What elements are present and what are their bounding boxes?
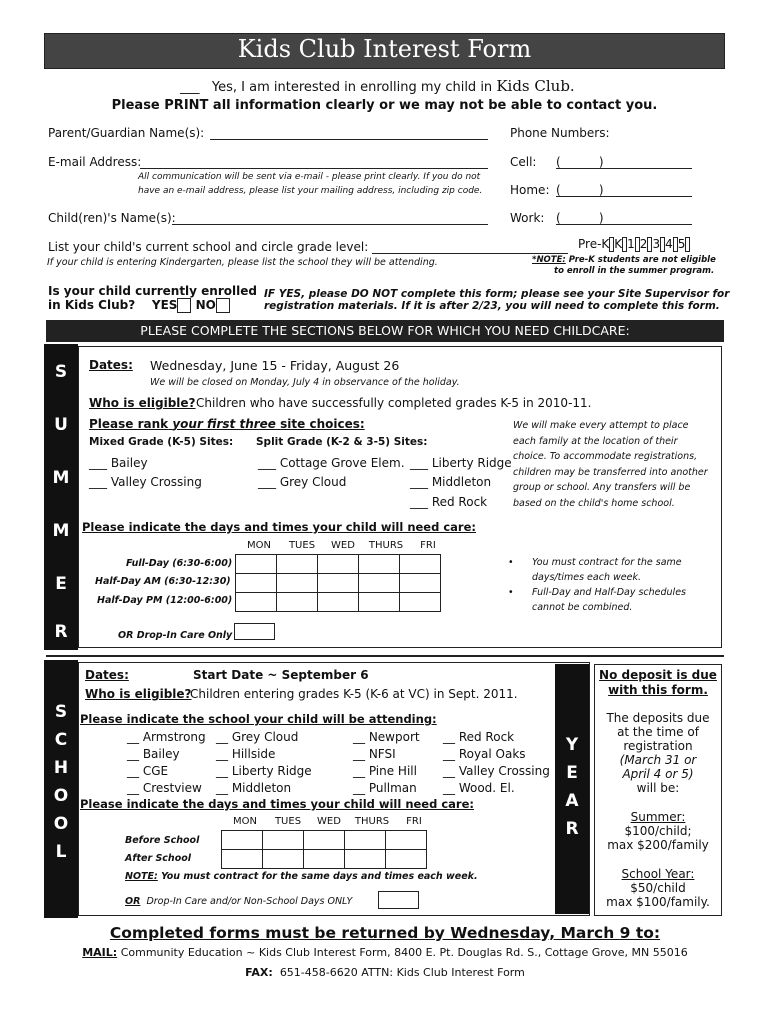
schedule-cell[interactable]	[386, 831, 427, 850]
school-attending-label: Please indicate the school your child will be attending:	[80, 712, 437, 726]
row-half-am: Half-Day AM (6:30-12:30)	[95, 576, 231, 587]
deposit-no-due-2: with this form.	[608, 683, 708, 697]
enrolled-question-2-text: in Kids Club?	[48, 298, 136, 312]
school-note: If your child is entering Kindergarten, please list the school they will be attending.	[47, 257, 438, 268]
schedule-cell[interactable]	[236, 555, 277, 574]
grade-box[interactable]	[685, 237, 690, 252]
print-notice: Please PRINT all information clearly or we may not be able to contact you.	[111, 98, 658, 113]
day-thurs: THURS	[354, 816, 390, 827]
deposit-summer-label: Summer:	[630, 810, 686, 824]
school-option[interactable]: __ CGE	[127, 764, 169, 778]
schedule-cell[interactable]	[277, 555, 318, 574]
schedule-cell[interactable]	[304, 831, 345, 850]
summer-dropin-label: OR Drop-In Care Only	[118, 630, 233, 641]
bullet-icon: •	[508, 557, 514, 568]
school-letter: O	[53, 814, 69, 834]
school-letter: L	[55, 842, 67, 862]
grade-3[interactable]: 3	[652, 237, 661, 251]
year-letter: E	[566, 763, 578, 783]
schedule-cell[interactable]	[263, 850, 304, 869]
school-option[interactable]: __ Bailey	[127, 747, 180, 761]
year-letter: Y	[565, 735, 579, 755]
school-option[interactable]: __ Middleton	[216, 781, 292, 795]
school-letter: C	[54, 730, 68, 750]
school-letter: H	[53, 758, 69, 778]
enrolled-note-2: registration materials. If it is after 2/23, you will need to complete this form.	[264, 300, 720, 312]
home-label: Home:	[510, 183, 550, 197]
site-liberty-ridge[interactable]: ___ Liberty Ridge	[410, 456, 512, 470]
schedule-cell[interactable]	[222, 850, 263, 869]
rank-label-c: site choices:	[280, 417, 365, 431]
summer-letter: S	[54, 362, 68, 382]
schedule-cell[interactable]	[304, 850, 345, 869]
school-col-2	[216, 729, 312, 797]
school-dropin-box[interactable]	[378, 891, 419, 909]
summer-letter: M	[52, 468, 70, 488]
summer-day-headers	[236, 540, 448, 551]
attempt-note-line: based on the child's home school.	[513, 497, 675, 509]
school-dropin	[125, 896, 352, 907]
school-option[interactable]: __ Liberty Ridge	[216, 764, 312, 778]
children-label: Child(ren)'s Name(s):	[48, 211, 176, 225]
school-col-1	[127, 729, 206, 797]
grade-k[interactable]: K	[614, 237, 623, 251]
attempt-note-line: children may be transferred into another	[513, 466, 708, 478]
summer-bullets	[508, 555, 686, 615]
grade-1[interactable]: 1	[627, 237, 635, 251]
site-middleton[interactable]: ___ Middleton	[410, 475, 492, 489]
schedule-cell[interactable]	[318, 593, 359, 612]
year-letter: A	[565, 791, 579, 811]
row-after-school: After School	[125, 853, 192, 864]
schedule-cell[interactable]	[386, 850, 427, 869]
summer-dropin-box[interactable]	[234, 623, 275, 640]
parent-name-field[interactable]	[210, 128, 488, 140]
schedule-cell[interactable]	[263, 831, 304, 850]
summer-dates-label: Dates:	[89, 358, 133, 372]
mail-label: MAIL:	[82, 946, 118, 959]
deposit-due-6: will be:	[636, 781, 680, 795]
no-checkbox[interactable]	[216, 298, 230, 313]
cell-paren: ( )	[556, 155, 604, 169]
summer-dates: Wednesday, June 15 - Friday, August 26	[150, 358, 400, 373]
rank-label-b: your first three	[172, 417, 276, 431]
work-label: Work:	[510, 211, 545, 225]
deposit-due-4: (March 31 or	[619, 753, 697, 767]
school-option[interactable]: __ Pine Hill	[353, 764, 417, 778]
attempt-note-line: We will make every attempt to place	[513, 420, 689, 431]
year-sidebar	[555, 664, 589, 914]
table-row	[222, 831, 427, 850]
fax-number: 651-458-6620 ATTN: Kids Club Interest Form	[279, 966, 525, 979]
schedule-cell[interactable]	[236, 574, 277, 593]
row-half-pm: Half-Day PM (12:00-6:00)	[97, 595, 233, 606]
deposit-due-1: The deposits due	[606, 711, 710, 725]
no-label: NO	[195, 298, 216, 312]
attempt-note-line: group or school. Any transfers will be	[513, 482, 691, 493]
prek-note-text: Pre-K students are not eligible	[568, 255, 716, 265]
schedule-cell[interactable]	[277, 593, 318, 612]
schedule-cell[interactable]	[345, 850, 386, 869]
school-option[interactable]: __ Armstrong	[127, 730, 206, 744]
deposit-no-due-1: No deposit is due	[599, 668, 717, 682]
schedule-cell[interactable]	[359, 574, 400, 593]
parent-label: Parent/Guardian Name(s):	[48, 126, 205, 140]
school-option[interactable]: __ Grey Cloud	[216, 730, 299, 744]
deposit-year-2: max $100/family.	[606, 895, 710, 909]
cell-field[interactable]	[556, 157, 692, 169]
summer-eligible-label: Who is eligible?	[89, 396, 196, 410]
day-mon: MON	[247, 540, 271, 551]
enrolled-question-1: Is your child currently enrolled	[48, 284, 257, 298]
school-days-label: Please indicate the days and times your child will need care:	[80, 797, 474, 811]
list-item	[508, 555, 686, 570]
school-letter: S	[54, 702, 68, 722]
school-option[interactable]: __ Wood. El.	[443, 781, 515, 795]
enrolled-note-1: IF YES, please DO NOT complete this form; please see your Site Supervisor for	[264, 288, 730, 300]
day-fri: FRI	[420, 540, 436, 551]
school-dropin-text: Drop-In Care and/or Non-School Days ONLY	[146, 896, 353, 907]
schedule-cell[interactable]	[345, 831, 386, 850]
schedule-cell[interactable]	[359, 555, 400, 574]
school-option[interactable]: __ Newport	[353, 730, 420, 744]
table-row	[236, 574, 441, 593]
schedule-cell[interactable]	[400, 555, 441, 574]
schedule-cell[interactable]	[318, 555, 359, 574]
work-paren: ( )	[556, 211, 604, 225]
schedule-cell[interactable]	[318, 574, 359, 593]
day-wed: WED	[317, 816, 341, 827]
summer-eligible: Children who have successfully completed grades K-5 in 2010-11.	[196, 396, 592, 410]
school-note-text: You must contract for the same days and times each week.	[161, 871, 478, 882]
school-note-label: NOTE:	[125, 871, 158, 882]
email-note-2: have an e-mail address, please list your mailing address, including zip code.	[138, 186, 483, 196]
prek-note-label: *NOTE:	[532, 255, 566, 265]
deposit-due-3: registration	[623, 739, 693, 753]
email-note-1: All communication will be sent via e-mail - please print clearly. If you do not	[138, 172, 481, 182]
home-paren: ( )	[556, 183, 604, 197]
school-dates: Start Date ~ September 6	[193, 668, 369, 682]
enrolled-question-2	[48, 298, 230, 313]
grade-2[interactable]: 2	[639, 237, 648, 251]
grade-prek[interactable]: Pre-K	[578, 237, 610, 251]
site-red-rock[interactable]: ___ Red Rock	[410, 495, 488, 509]
summer-closed-note: We will be closed on Monday, July 4 in observance of the holiday.	[150, 377, 460, 388]
school-option[interactable]: __ Pullman	[353, 781, 417, 795]
interest-checkbox-blank[interactable]: ___	[180, 80, 200, 95]
home-field[interactable]	[556, 185, 692, 197]
email-field[interactable]	[140, 157, 488, 169]
list-item	[508, 585, 686, 600]
fax-line	[0, 966, 770, 979]
school-col-3	[353, 729, 420, 797]
grade-selector	[578, 237, 690, 252]
rank-label-a: Please rank	[89, 417, 169, 431]
mail-address: Community Education ~ Kids Club Interest Form, 8400 E. Pt. Douglas Rd. S., Cottage Grove, MN 55016	[120, 946, 688, 959]
list-item	[508, 600, 686, 615]
school-option[interactable]: __ Valley Crossing	[443, 764, 550, 778]
row-before-school: Before School	[125, 835, 200, 846]
attempt-note-line: choice. To accommodate registrations,	[513, 451, 698, 462]
cell-label: Cell:	[510, 155, 537, 169]
schedule-cell[interactable]	[277, 574, 318, 593]
school-eligible-label: Who is eligible?	[85, 687, 192, 701]
attempt-note	[513, 418, 713, 511]
children-name-field[interactable]	[172, 213, 488, 225]
fax-label: FAX:	[245, 966, 273, 979]
year-letter: R	[565, 819, 579, 839]
grade-4[interactable]: 4	[665, 237, 673, 251]
school-dropin-or: OR	[125, 896, 141, 907]
bullet-text: Full-Day and Half-Day schedules	[532, 587, 686, 598]
day-wed: WED	[331, 540, 355, 551]
yes-label: YES	[151, 298, 178, 312]
deposit-year-label: School Year:	[621, 867, 695, 881]
interest-line	[180, 77, 575, 95]
school-label: List your child's current school and circle grade level:	[48, 240, 369, 254]
school-option[interactable]: __ Hillside	[216, 747, 276, 761]
day-tues: TUES	[288, 540, 316, 551]
site-bailey[interactable]: ___ Bailey	[89, 456, 148, 470]
deposit-summer-1: $100/child;	[624, 824, 692, 838]
summer-rank-label	[89, 417, 365, 431]
summer-days-label: Please indicate the days and times your child will need care:	[82, 520, 476, 534]
day-tues: TUES	[274, 816, 302, 827]
summer-letter: E	[55, 574, 67, 594]
summer-letter: U	[54, 415, 68, 435]
bullet-text: days/times each week.	[532, 572, 641, 583]
section-banner-text: PLEASE COMPLETE THE SECTIONS BELOW FOR WHICH YOU NEED CHILDCARE:	[140, 323, 630, 338]
split-grade-label: Split Grade (K-2 & 3-5) Sites:	[256, 436, 428, 448]
schedule-cell[interactable]	[222, 831, 263, 850]
summer-letter: M	[52, 521, 70, 541]
school-note	[125, 871, 478, 882]
school-option[interactable]: __ Crestview	[127, 781, 202, 795]
page-title: Kids Club Interest Form	[237, 35, 532, 63]
grade-5[interactable]: 5	[677, 237, 686, 251]
schedule-cell[interactable]	[359, 593, 400, 612]
deposit-due-2: at the time of	[617, 725, 699, 739]
school-dates-label: Dates:	[85, 668, 129, 682]
schedule-cell[interactable]	[400, 574, 441, 593]
day-fri: FRI	[406, 816, 422, 827]
section-divider	[46, 655, 724, 657]
deposit-summer-2: max $200/family	[607, 838, 709, 852]
summer-schedule-grid	[235, 554, 441, 612]
site-grey-cloud[interactable]: ___ Grey Cloud	[258, 475, 347, 489]
work-field[interactable]	[556, 213, 692, 225]
interest-program: Kids Club.	[496, 77, 575, 95]
summer-letter: R	[54, 622, 68, 642]
list-item	[508, 570, 686, 585]
bullet-text: cannot be combined.	[532, 602, 633, 613]
school-day-headers	[222, 816, 434, 827]
school-eligible: Children entering grades K-5 (K-6 at VC) in Sept. 2011.	[190, 687, 518, 701]
school-option[interactable]: __ NFSI	[353, 747, 396, 761]
email-label: E-mail Address:	[48, 155, 142, 169]
row-full-day: Full-Day (6:30-6:00)	[126, 558, 233, 569]
deposit-due-5: April 4 or 5)	[622, 767, 694, 781]
table-row	[222, 850, 427, 869]
table-row	[236, 593, 441, 612]
school-col-4	[443, 729, 550, 797]
return-notice: Completed forms must be returned by Wednesday, March 9 to:	[109, 924, 661, 942]
school-field[interactable]	[372, 242, 568, 254]
yes-checkbox[interactable]	[177, 298, 191, 313]
school-option[interactable]: __ Red Rock	[443, 730, 515, 744]
schedule-cell[interactable]	[400, 593, 441, 612]
prek-note-2: to enroll in the summer program.	[554, 266, 715, 276]
deposit-year-1: $50/child	[630, 881, 686, 895]
school-letter: O	[53, 786, 69, 806]
phone-label: Phone Numbers:	[510, 126, 610, 140]
table-row	[236, 555, 441, 574]
schedule-cell[interactable]	[236, 593, 277, 612]
day-mon: MON	[233, 816, 257, 827]
bullet-text: You must contract for the same	[532, 557, 682, 568]
summer-sidebar	[44, 344, 78, 650]
site-valley-crossing[interactable]: ___ Valley Crossing	[89, 475, 202, 489]
interest-text: Yes, I am interested in enrolling my child in	[211, 80, 493, 95]
mixed-grade-label: Mixed Grade (K-5) Sites:	[89, 436, 234, 448]
school-option[interactable]: __ Royal Oaks	[443, 747, 526, 761]
prek-note	[532, 255, 716, 265]
bullet-icon: •	[508, 587, 514, 598]
attempt-note-line: each family at the location of their	[513, 435, 678, 447]
mail-line	[0, 946, 770, 959]
site-cottage-grove[interactable]: ___ Cottage Grove Elem.	[258, 456, 405, 470]
school-schedule-grid	[221, 830, 427, 869]
day-thurs: THURS	[368, 540, 404, 551]
